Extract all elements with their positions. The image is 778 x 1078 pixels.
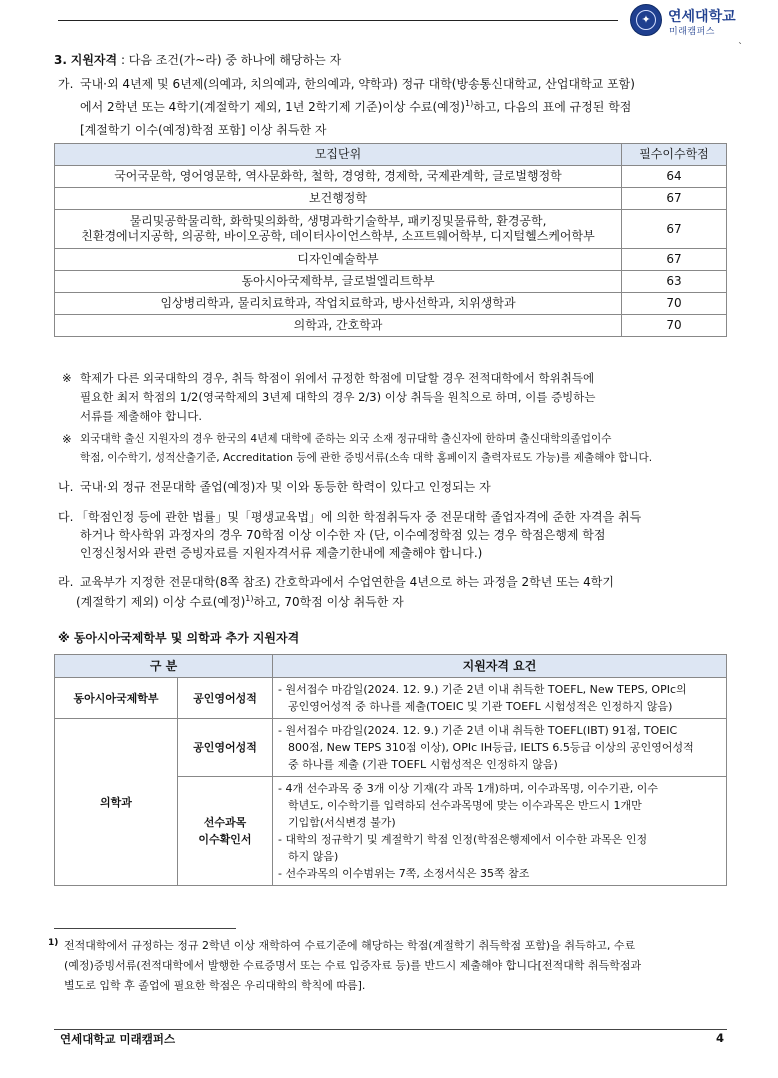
item-na-text: 국내·외 정규 전문대학 졸업(예정)자 및 이와 동등한 학력이 있다고 인정되는 자 bbox=[80, 480, 491, 494]
table-row: 물리및공학물리학, 화학및의화학, 생명과학기술학부, 패키징및물류학, 환경공학, 친환경에너지공학, 의공학, 바이오공학, 데이터사이언스학부, 소프트웨어학부, 디지털헬스케어학부 67 bbox=[55, 210, 727, 249]
header-credits: 필수이수학점 bbox=[622, 144, 727, 166]
footnote-line1: 전적대학에서 규정하는 정규 2학년 이상 재학하여 수료기준에 해당하는 학점(계절학기 취득학점 포함)을 취득하고, 수료 bbox=[64, 939, 636, 952]
dept-east-asia: 동아시아국제학부 bbox=[55, 678, 178, 719]
table-row: 국어국문학, 영어영문학, 역사문화학, 철학, 경영학, 경제학, 국제관계학, 글로벌행정학 64 bbox=[55, 166, 727, 188]
note1-line1: 학제가 다른 외국대학의 경우, 취득 학점이 위에서 규정한 학점에 미달할 경우 전적대학에서 학위취득에 bbox=[80, 371, 595, 385]
req-type: 선수과목 이수확인서 bbox=[178, 777, 273, 886]
header-requirements: 지원자격 요건 bbox=[273, 655, 727, 678]
item-ra-line2: (계절학기 제외) 이상 수료(예정)$^{1)}$하고, 70학점 이상 취득한 자 bbox=[76, 594, 404, 609]
requirement-text: - 원서접수 마감일(2024. 12. 9.) 기준 2년 이내 취득한 TOEFL, New TEPS, OPIc의 공인영어성적 중 하나를 제출(TOEIC 및 기관 TOEFL 시험성적은 인정하지 않음) bbox=[273, 678, 727, 719]
credit-requirement-table bbox=[54, 143, 727, 337]
item-da-line1: 「학점인정 등에 관한 법률」및「평생교육법」에 의한 학점취득자 중 전문대학 졸업자격에 준한 자격을 취득 bbox=[76, 510, 642, 524]
requirement-text: - 원서접수 마감일(2024. 12. 9.) 기준 2년 이내 취득한 TOEFL(IBT) 91점, TOEIC 800점, New TEPS 310점 이상), OPIc IH등급, IELTS 6.5등급 이상의 공인영어성적 중 하나를 제출 (기관 TOEFL 시험성적은 인정하지 않음) bbox=[273, 719, 727, 777]
university-emblem-icon: ✦ bbox=[630, 4, 662, 36]
table-header-row bbox=[55, 144, 727, 166]
additional-title: ※ 동아시아국제학부 및 의학과 추가 지원자격 bbox=[58, 631, 300, 645]
requirement-text: - 4개 선수과목 중 3개 이상 기재(각 과목 1개)하며, 이수과목명, 이수기관, 이수 학년도, 이수학기를 입력하되 선수과목명에 맞는 이수과목은 반드시 1개만 기입함(서식변경 불가) - 대학의 정규학기 및 계절학기 학점 인정(학점은행제에서 이수한 과목은 인정 하지 않음) - 선수과목의 이수범위는 7쪽, 소정서식은 35쪽 참조 bbox=[273, 777, 727, 886]
footnote-ref: 1) bbox=[245, 594, 254, 603]
table-row bbox=[55, 678, 727, 719]
req-type: 공인영어성적 bbox=[178, 719, 273, 777]
header-category: 구 분 bbox=[55, 655, 273, 678]
page-number: 4 bbox=[716, 1031, 725, 1045]
header-university-name: 연세대학교 bbox=[668, 9, 736, 25]
item-ga-line3: [계절학기 이수(예정)학점 포함] 이상 취득한 자 bbox=[80, 123, 327, 137]
footnote-line2: (예정)증빙서류(전적대학에서 발행한 수료증명서 또는 수료 입증자료 등)를 반드시 제출해야 합니다[전적대학 취득학점과 bbox=[64, 959, 642, 972]
item-da-line2: 하거나 학사학위 과정자의 경우 70학점 이상 이수한 자 (단, 이수예정학점 있는 경우 학점은행제 학점 bbox=[80, 528, 606, 542]
section-heading bbox=[54, 52, 341, 69]
footer-rule bbox=[54, 1029, 727, 1030]
dept-medicine: 의학과 bbox=[55, 719, 178, 886]
item-na-label: 나. bbox=[58, 480, 74, 494]
item-ga-line2: 에서 2학년 또는 4학기(계절학기 제외, 1년 2학기제 기준)이상 수료(예정)$^{1)}$하고, 다음의 표에 규정된 학점 bbox=[80, 99, 632, 114]
section-title: 지원자격 bbox=[70, 53, 118, 67]
header-unit: 모집단위 bbox=[55, 144, 622, 166]
table-row: 디자인예술학부 67 bbox=[55, 249, 727, 271]
note-mark: ※ bbox=[62, 371, 72, 385]
table-header-row bbox=[55, 655, 727, 678]
item-ra-label: 라. bbox=[58, 575, 74, 589]
item-da-line3: 인정신청서와 관련 증빙자료를 지원자격서류 제출기한내에 제출해야 합니다.) bbox=[80, 546, 483, 560]
header-mark: ` bbox=[738, 42, 743, 53]
footnote-mark: 1) bbox=[48, 938, 59, 948]
item-ga-label: 가. bbox=[58, 77, 74, 91]
table-row: 보건행정학 67 bbox=[55, 188, 727, 210]
req-type: 공인영어성적 bbox=[178, 678, 273, 719]
footer-university: 연세대학교 미래캠퍼스 bbox=[60, 1032, 176, 1046]
item-ga-line1: 국내·외 4년제 및 6년제(의예과, 치의예과, 한의예과, 약학과) 정규 대학(방송통신대학교, 산업대학교 포함) bbox=[80, 77, 635, 91]
item-da-label: 다. bbox=[58, 510, 74, 524]
note2-line2: 학점, 이수학기, 성적산출기준, Accreditation 등에 관한 증빙서류(소속 대학 홈페이지 출력자료도 가능)를 제출해야 합니다. bbox=[80, 452, 653, 464]
table-row bbox=[55, 719, 727, 777]
section-number: 3. bbox=[54, 53, 67, 67]
note2-line1: 외국대학 출신 지원자의 경우 한국의 4년제 대학에 준하는 외국 소재 정규대학 출신자에 한하며 출신대학의졸업이수 bbox=[80, 433, 612, 445]
item-ra-line1: 교육부가 지정한 전문대학(8쪽 참조) 간호학과에서 수업연한을 4년으로 하는 과정을 2학년 또는 4학기 bbox=[80, 575, 614, 589]
note-mark: ※ bbox=[62, 432, 72, 446]
table-row: 임상병리학과, 물리치료학과, 작업치료학과, 방사선학과, 치위생학과 70 bbox=[55, 293, 727, 315]
note1-line2: 필요한 최저 학점의 1/2(영국학제의 3년제 대학의 경우 2/3) 이상 취득을 원칙으로 하며, 이를 증빙하는 bbox=[80, 390, 596, 404]
footnote-rule bbox=[54, 928, 236, 929]
header-rule bbox=[58, 20, 618, 21]
table-row: 동아시아국제학부, 글로벌엘리트학부 63 bbox=[55, 271, 727, 293]
note1-line3: 서류를 제출해야 합니다. bbox=[80, 409, 203, 423]
footnote-ref: 1) bbox=[465, 99, 474, 108]
table-row: 의학과, 간호학과 70 bbox=[55, 315, 727, 337]
footnote-line3: 별도로 입학 후 졸업에 필요한 학점은 우리대학의 학칙에 따름]. bbox=[64, 979, 366, 992]
header-campus-name: 미래캠퍼스 bbox=[669, 27, 715, 37]
additional-requirements-table bbox=[54, 654, 727, 886]
section-description: : 다음 조건(가~라) 중 하나에 해당하는 자 bbox=[117, 53, 342, 67]
